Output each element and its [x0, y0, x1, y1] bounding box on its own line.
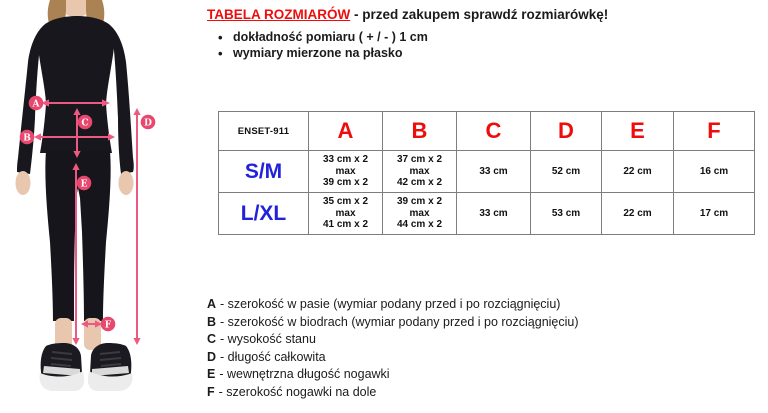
size-label-sm: S/M [219, 151, 309, 193]
model-photo [0, 0, 170, 413]
page-title-highlight: TABELA ROZMIARÓW [207, 7, 351, 22]
column-header-f: F [674, 112, 755, 151]
column-header-d: D [531, 112, 602, 151]
marker-e [77, 176, 92, 191]
column-header-b: B [383, 112, 457, 151]
size-row-lxl [219, 193, 755, 235]
legend-text-b: - szerokość w biodrach (wymiar podany przed i po rozciągnięciu) [220, 314, 579, 329]
model-sweater [17, 16, 134, 174]
cell-lxl-f: 17 cm [674, 193, 755, 235]
header-bullets [207, 30, 763, 61]
cell-sm-d: 52 cm [531, 151, 602, 193]
legend-text-c: - wysokość stanu [220, 332, 316, 346]
size-row-sm [219, 151, 755, 193]
cell-sm-f: 16 cm [674, 151, 755, 193]
marker-a [29, 96, 44, 111]
legend-letter-b: B [207, 314, 217, 329]
sneaker-right [88, 343, 133, 391]
marker-d-letter: D [144, 118, 152, 129]
legend-item-f [207, 384, 667, 402]
cell-sm-c: 33 cm [457, 151, 531, 193]
marker-e-letter: E [80, 179, 88, 190]
legend-text-d: - długość całkowita [220, 349, 326, 364]
legend-item-c [207, 331, 667, 349]
size-table [218, 111, 755, 235]
cell-lxl-d: 53 cm [531, 193, 602, 235]
measurement-legend [207, 296, 667, 401]
model-leggings [45, 151, 110, 321]
legend-text-f: - szerokość nogawki na dole [218, 384, 377, 399]
marker-d [141, 115, 156, 130]
measurement-arrow-d [133, 108, 140, 345]
cell-sm-e: 22 cm [602, 151, 674, 193]
header [207, 7, 763, 61]
legend-letter-d: D [207, 349, 217, 364]
legend-text-a: - szerokość w pasie (wymiar podany przed i po rozciągnięciu) [220, 297, 561, 311]
marker-b-letter: B [23, 133, 31, 144]
cell-sm-b: 37 cm x 2 max 42 cm x 2 [383, 151, 457, 193]
column-header-a: A [309, 112, 383, 151]
legend-letter-e: E [207, 367, 216, 381]
legend-letter-f: F [207, 384, 215, 399]
model-figure-svg [0, 0, 170, 413]
cell-lxl-e: 22 cm [602, 193, 674, 235]
legend-item-d [207, 349, 667, 367]
legend-item-a [207, 296, 667, 314]
column-header-e: E [602, 112, 674, 151]
cell-lxl-b: 39 cm x 2 max 44 cm x 2 [383, 193, 457, 235]
page-title-suffix: - przed zakupem sprawdź rozmiarówkę! [350, 7, 609, 22]
sneaker-left [40, 343, 85, 391]
marker-c-letter: C [81, 118, 89, 129]
legend-letter-a: A [207, 297, 217, 311]
marker-a-letter: A [32, 99, 40, 110]
marker-b [20, 130, 35, 145]
product-code: ENSET-911 [219, 112, 309, 151]
marker-f [101, 317, 116, 332]
model-neck [66, 0, 86, 17]
legend-letter-c: C [207, 332, 217, 346]
bullet-accuracy: • dokładność pomiaru ( + / - ) 1 cm [207, 30, 763, 46]
legend-text-e: - wewnętrzna długość nogawki [219, 367, 390, 381]
cell-sm-a: 33 cm x 2 max 39 cm x 2 [309, 151, 383, 193]
cell-lxl-a: 35 cm x 2 max 41 cm x 2 [309, 193, 383, 235]
legend-item-b [207, 314, 667, 332]
size-table-header-row [219, 112, 755, 151]
legend-item-e [207, 366, 667, 384]
page-title [207, 7, 763, 23]
marker-f-letter: F [104, 320, 112, 331]
marker-c [78, 115, 93, 130]
bullet-flat-measure: • wymiary mierzone na płasko [207, 46, 763, 62]
size-label-lxl: L/XL [219, 193, 309, 235]
cell-lxl-c: 33 cm [457, 193, 531, 235]
column-header-c: C [457, 112, 531, 151]
